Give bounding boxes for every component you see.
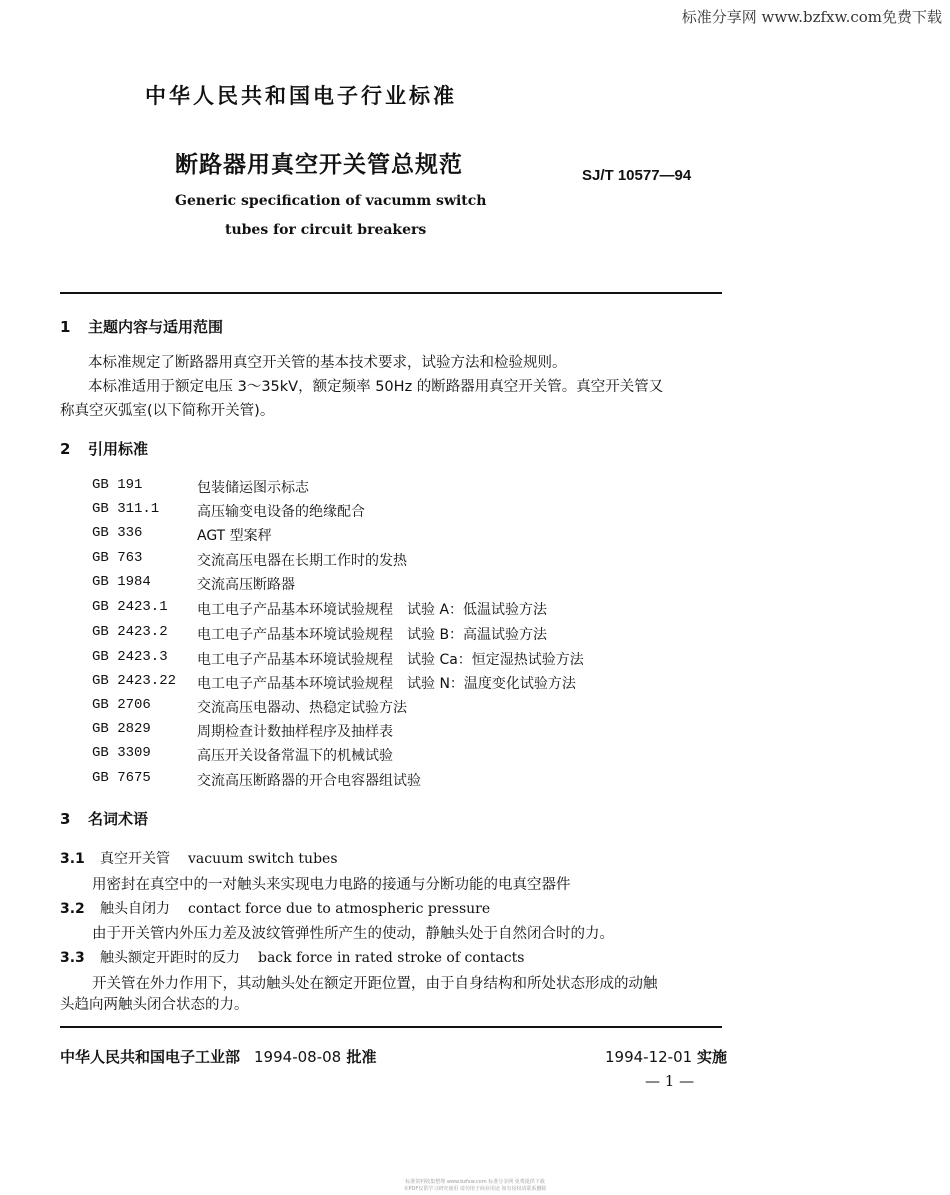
term-number: 3.2 bbox=[60, 901, 85, 917]
reference-code: GB 3309 bbox=[92, 745, 151, 761]
reference-code: GB 311.1 bbox=[92, 501, 160, 517]
section-number: 1 bbox=[60, 318, 71, 336]
bottom-divider bbox=[60, 1026, 722, 1028]
reference-code: GB 763 bbox=[92, 550, 143, 566]
section-title: 名词术语 bbox=[88, 810, 149, 828]
reference-code: GB 2423.22 bbox=[92, 673, 177, 689]
page-number: — 1 — bbox=[645, 1072, 695, 1090]
issuer: 中华人民共和国电子工业部 bbox=[60, 1048, 241, 1066]
reference-code: GB 2423.1 bbox=[92, 599, 168, 615]
reference-code: GB 2423.2 bbox=[92, 624, 168, 640]
paragraph-text: 本标准适用于额定电压 3～35kV，额定频率 50Hz 的断路器用真空开关管。真空开关管又 bbox=[88, 379, 664, 395]
reference-title: 交流高压电器动、热稳定试验方法 bbox=[197, 700, 407, 716]
section-1-paragraph-1 bbox=[60, 352, 567, 374]
section-1-paragraph-2b: 称真空灭弧室(以下简称开关管)。 bbox=[60, 403, 275, 419]
reference-code: GB 191 bbox=[92, 477, 143, 493]
term-en: vacuum switch tubes bbox=[188, 851, 338, 867]
term-en: contact force due to atmospheric pressure bbox=[188, 901, 491, 917]
reference-code: GB 2423.3 bbox=[92, 649, 168, 665]
english-title-line-1: Generic specification of vacumm switch bbox=[175, 193, 487, 209]
term-number: 3.3 bbox=[60, 950, 85, 966]
section-1-paragraph-2a bbox=[60, 376, 663, 398]
reference-title: AGT 型案秤 bbox=[197, 528, 272, 544]
reference-title: 周期检查计数抽样程序及抽样表 bbox=[197, 724, 393, 740]
reference-title: 包装储运图示标志 bbox=[197, 480, 309, 496]
document-header: 中华人民共和国电子行业标准 bbox=[145, 84, 457, 108]
term-zh: 触头自闭力 bbox=[100, 901, 170, 917]
reference-title: 交流高压断路器 bbox=[197, 577, 295, 593]
fine-print-line-2: 本PDF仅供学习研究使用 请勿用于商业用途 如有侵权请联系删除 bbox=[403, 1186, 547, 1192]
footer-approval bbox=[60, 1046, 376, 1067]
standard-number: SJ/T 10577—94 bbox=[582, 167, 692, 184]
reference-code: GB 336 bbox=[92, 525, 143, 541]
section-number: 3 bbox=[60, 810, 71, 828]
term-zh: 真空开关管 bbox=[100, 851, 170, 867]
term-number: 3.1 bbox=[60, 851, 85, 867]
reference-code: GB 1984 bbox=[92, 574, 151, 590]
implementation-date: 1994-12-01 bbox=[605, 1048, 693, 1066]
term-3-1 bbox=[60, 848, 338, 868]
fine-print-line-1: 标准资料收集整理 www.bzfxw.com 标准分享网 免费提供下载 bbox=[405, 1179, 545, 1185]
section-2-heading bbox=[60, 438, 148, 459]
reference-title: 交流高压电器在长期工作时的发热 bbox=[197, 553, 407, 569]
top-divider bbox=[60, 292, 722, 294]
term-3-3-definition-a: 开关管在外力作用下，其动触头处在额定开距位置，由于自身结构和所处状态形成的动触 bbox=[92, 976, 658, 992]
term-en: back force in rated stroke of contacts bbox=[258, 950, 525, 966]
watermark: 标准分享网 www.bzfxw.com免费下载 bbox=[681, 8, 942, 26]
reference-title: 电工电子产品基本环境试验规程 试验 B：高温试验方法 bbox=[197, 627, 548, 643]
term-3-2-definition: 由于开关管内外压力差及波纹管弹性所产生的使动，静触头处于自然闭合时的力。 bbox=[92, 926, 614, 942]
reference-code: GB 7675 bbox=[92, 770, 151, 786]
approve-label: 批准 bbox=[346, 1048, 377, 1066]
term-3-3 bbox=[60, 947, 524, 967]
approve-date: 1994-08-08 bbox=[254, 1048, 342, 1066]
english-title-line-2: tubes for circuit breakers bbox=[225, 222, 427, 238]
document-title: 断路器用真空开关管总规范 bbox=[175, 152, 463, 178]
reference-code: GB 2829 bbox=[92, 721, 151, 737]
term-3-3-definition-b: 头趋向两触头闭合状态的力。 bbox=[60, 997, 249, 1013]
term-3-1-definition: 用密封在真空中的一对触头来实现电力电路的接通与分断功能的电真空器件 bbox=[92, 877, 571, 893]
implementation-label: 实施 bbox=[696, 1048, 727, 1066]
section-3-heading bbox=[60, 808, 148, 829]
term-zh: 触头额定开距时的反力 bbox=[100, 950, 240, 966]
section-1-heading bbox=[60, 316, 223, 337]
paragraph-text: 本标准规定了断路器用真空开关管的基本技术要求，试验方法和检验规则。 bbox=[88, 355, 567, 371]
reference-code: GB 2706 bbox=[92, 697, 151, 713]
reference-title: 电工电子产品基本环境试验规程 试验 A：低温试验方法 bbox=[197, 602, 548, 618]
footer-implementation bbox=[605, 1046, 727, 1067]
reference-title: 高压开关设备常温下的机械试验 bbox=[197, 748, 393, 764]
section-title: 引用标准 bbox=[88, 440, 149, 458]
reference-title: 交流高压断路器的开合电容器组试验 bbox=[197, 773, 421, 789]
reference-title: 电工电子产品基本环境试验规程 试验 N：温度变化试验方法 bbox=[197, 676, 576, 692]
term-3-2 bbox=[60, 898, 490, 918]
reference-title: 电工电子产品基本环境试验规程 试验 Ca：恒定湿热试验方法 bbox=[197, 652, 584, 668]
section-title: 主题内容与适用范围 bbox=[88, 318, 224, 336]
reference-title: 高压输变电设备的绝缘配合 bbox=[197, 504, 365, 520]
section-number: 2 bbox=[60, 440, 71, 458]
